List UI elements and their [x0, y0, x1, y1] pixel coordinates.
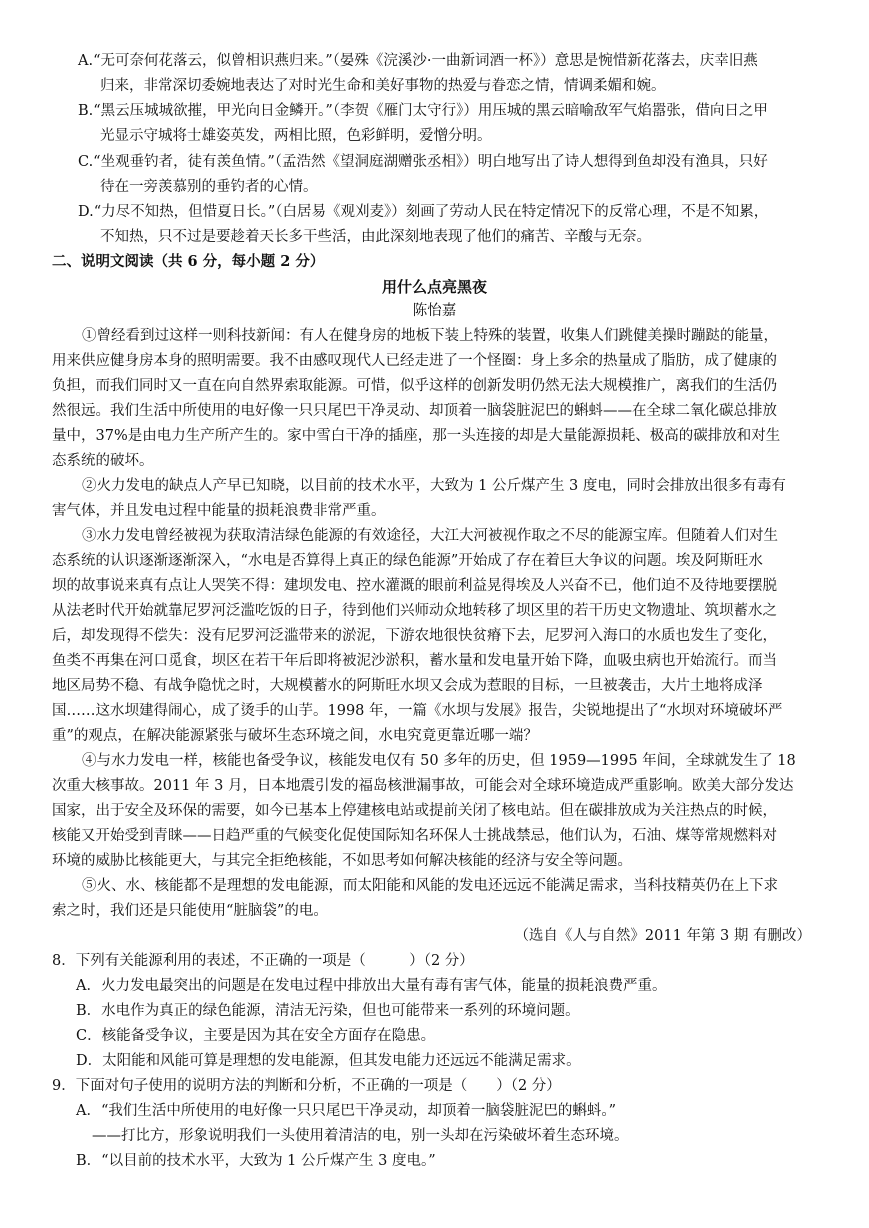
article-author: 陈怡嘉 [412, 303, 457, 319]
question-8-option-d: D．太阳能和风能可算是理想的发电能源，但其发电能力还远远不能满足需求。 [76, 1053, 581, 1069]
option-d-line-2: 不知热，只不过是要趁着天长多干些活，由此深刻地表现了他们的痛苦、辛酸与无奈。 [100, 229, 651, 245]
para-3-line-4: 从法老时代开始就靠尼罗河泛滥吃饭的日子，待到他们兴师动众地转移了坝区里的若干历史文物遗址、筑坝蓄水之 [52, 603, 777, 619]
para-4-line-1: ④与水力发电一样，核能也备受争议，核能发电仅有 50 多年的历史，但 1959—1995 年间，全球就发生了 18 [82, 753, 796, 769]
para-1-line-6: 态系统的破坏。 [52, 453, 154, 469]
option-c-line-1: C.“坐观垂钓者，徒有羡鱼情。”（孟浩然《望洞庭湖赠张丞相》）明白地写出了诗人想得到鱼却没有渔具，只好 [78, 154, 768, 170]
para-5-line-2: 索之时，我们还是只能使用“脏脑袋”的电。 [52, 903, 328, 919]
para-2-line-2: 害气体，并且发电过程中能量的损耗浪费非常严重。 [52, 503, 386, 519]
para-3-line-8: 国……这水坝建得闹心，成了烫手的山芋。1998 年，一篇《水坝与发展》报告，尖锐地提出了“水坝对环境破坏严 [52, 703, 783, 719]
para-3-line-3: 坝的故事说来真有点让人哭笑不得：建坝发电、控水灌溉的眼前利益晃得埃及人兴奋不已，他们迫不及待地要摆脱 [52, 578, 777, 594]
question-8-option-b: B．水电作为真正的绿色能源，清洁无污染，但也可能带来一系列的环境问题。 [76, 1003, 580, 1019]
question-9-option-a: A．“我们生活中所使用的电好像一只只尾巴干净灵动，却顶着一脑袋脏泥巴的蝌蚪。” [76, 1103, 617, 1119]
section-heading: 二、说明文阅读（共 6 分，每小题 2 分） [52, 253, 325, 270]
para-1-line-5: 量中，37%是由电力生产所产生的。家中雪白干净的插座，那一头连接的却是大量能源损耗、极高的碳排放和对生 [52, 428, 781, 444]
article-title: 用什么点亮黑夜 [381, 278, 487, 296]
para-1-line-4: 然很远。我们生活中所使用的电好像一只只尾巴干净灵动、却顶着一脑袋脏泥巴的蝌蚪——在全球二氧化碳总排放 [52, 403, 777, 419]
option-b-line-2: 光显示守城将士雄姿英发，两相比照，色彩鲜明，爱憎分明。 [100, 128, 492, 144]
article-source: （选自《人与自然》2011 年第 3 期 有删改） [514, 928, 811, 944]
question-9-option-b: B．“以目前的技术水平，大致为 1 公斤煤产生 3 度电。” [76, 1153, 436, 1169]
question-8-stem: 8．下列有关能源利用的表述，不正确的一项是（ ）（2 分） [52, 953, 474, 969]
para-3-line-6: 鱼类不再集在河口觅食，坝区在若干年后即将被泥沙淤积，蓄水量和发电量开始下降，血吸虫病也开始流行。而当 [52, 653, 777, 669]
question-8-option-a: A．火力发电最突出的问题是在发电过程中排放出大量有毒有害气体，能量的损耗浪费严重。 [76, 978, 667, 994]
option-a-line-1: A.“无可奈何花落云，似曾相识燕归来。”（晏殊《浣溪沙·一曲新词酒一杯》）意思是惋惜新花落去，庆幸旧燕 [78, 53, 758, 69]
para-3-line-2: 态系统的认识逐渐逐渐深入，“水电是否算得上真正的绿色能源”开始成了存在着巨大争议的问题。埃及阿斯旺水 [52, 553, 763, 569]
para-3-line-7: 地区局势不稳、有战争隐忧之时，大规模蓄水的阿斯旺水坝又会成为惹眼的目标，一旦被袭击，大片土地将成泽 [52, 678, 763, 694]
option-d-line-1: D.“力尽不知热，但惜夏日长。”（白居易《观刈麦》）刻画了劳动人民在特定情况下的反常心理，不是不知累， [78, 204, 769, 220]
question-8-option-c: C．核能备受争议，主要是因为其在安全方面存在隐患。 [76, 1028, 436, 1044]
para-4-line-5: 环境的威胁比核能更大，与其完全拒绝核能，不如思考如何解决核能的经济与安全等问题。 [52, 853, 632, 869]
para-1-line-3: 负担，而我们同时又一直在向自然界索取能源。可惜，似乎这样的创新发明仍然无法大规模推广，离我们的生活仍 [52, 378, 777, 394]
option-b-line-1: B.“黑云压城城欲摧，甲光向日金鳞开。”（李贺《雁门太守行》）用压城的黑云暗喻敌军气焰嚣张，借向日之甲 [78, 103, 768, 119]
option-a-line-2: 归来，非常深切委婉地表达了对时光生命和美好事物的热爱与眷恋之情，情调柔媚和婉。 [100, 78, 666, 94]
para-2-line-1: ②火力发电的缺点人产早已知晓，以目前的技术水平，大致为 1 公斤煤产生 3 度电，同时会排放出很多有毒有 [82, 478, 786, 494]
para-4-line-4: 核能又开始受到青睐——日趋严重的气候变化促使国际知名环保人士挑战禁忌，他们认为，石油、煤等常规燃料对 [52, 828, 777, 844]
para-1-line-1: ①曾经看到过这样一则科技新闻：有人在健身房的地板下装上特殊的装置，收集人们跳健美操时蹦跶的能量， [82, 328, 778, 344]
para-3-line-1: ③水力发电曾经被视为获取清洁绿色能源的有效途径，大江大河被视作取之不尽的能源宝库。但随着人们对生 [82, 528, 778, 544]
para-1-line-2: 用来供应健身房本身的照明需要。我不由感叹现代人已经走进了一个怪圈：身上多余的热量成了脂肪，成了健康的 [52, 353, 777, 369]
para-3-line-9: 重”的观点，在解决能源紧张与破坏生态环境之间，水电究竟更靠近哪一端？ [52, 728, 538, 744]
para-4-line-3: 国家，出于安全及环保的需要，如今已基本上停建核电站或提前关闭了核电站。但在碳排放成为关注热点的时候， [52, 803, 777, 819]
para-4-line-2: 次重大核事故。2011 年 3 月，日本地震引发的福岛核泄漏事故，可能会对全球环境造成严重影响。欧美大部分发达 [52, 778, 794, 794]
para-3-line-5: 后，却发现得不偿失：没有尼罗河泛滥带来的淤泥，下游农地很快贫瘠下去，尼罗河入海口的水质也发生了变化， [52, 628, 777, 644]
para-5-line-1: ⑤火、水、核能都不是理想的发电能源，而太阳能和风能的发电还远远不能满足需求，当科技精英仍在上下求 [82, 878, 778, 894]
question-9-option-a-analysis: ——打比方，形象说明我们一头使用着清洁的电，别一头却在污染破坏着生态环境。 [92, 1128, 629, 1144]
option-c-line-2: 待在一旁羡慕别的垂钓者的心情。 [100, 179, 318, 195]
question-9-stem: 9．下面对句子使用的说明方法的判断和分析，不正确的一项是（ ）（2 分） [52, 1078, 561, 1094]
